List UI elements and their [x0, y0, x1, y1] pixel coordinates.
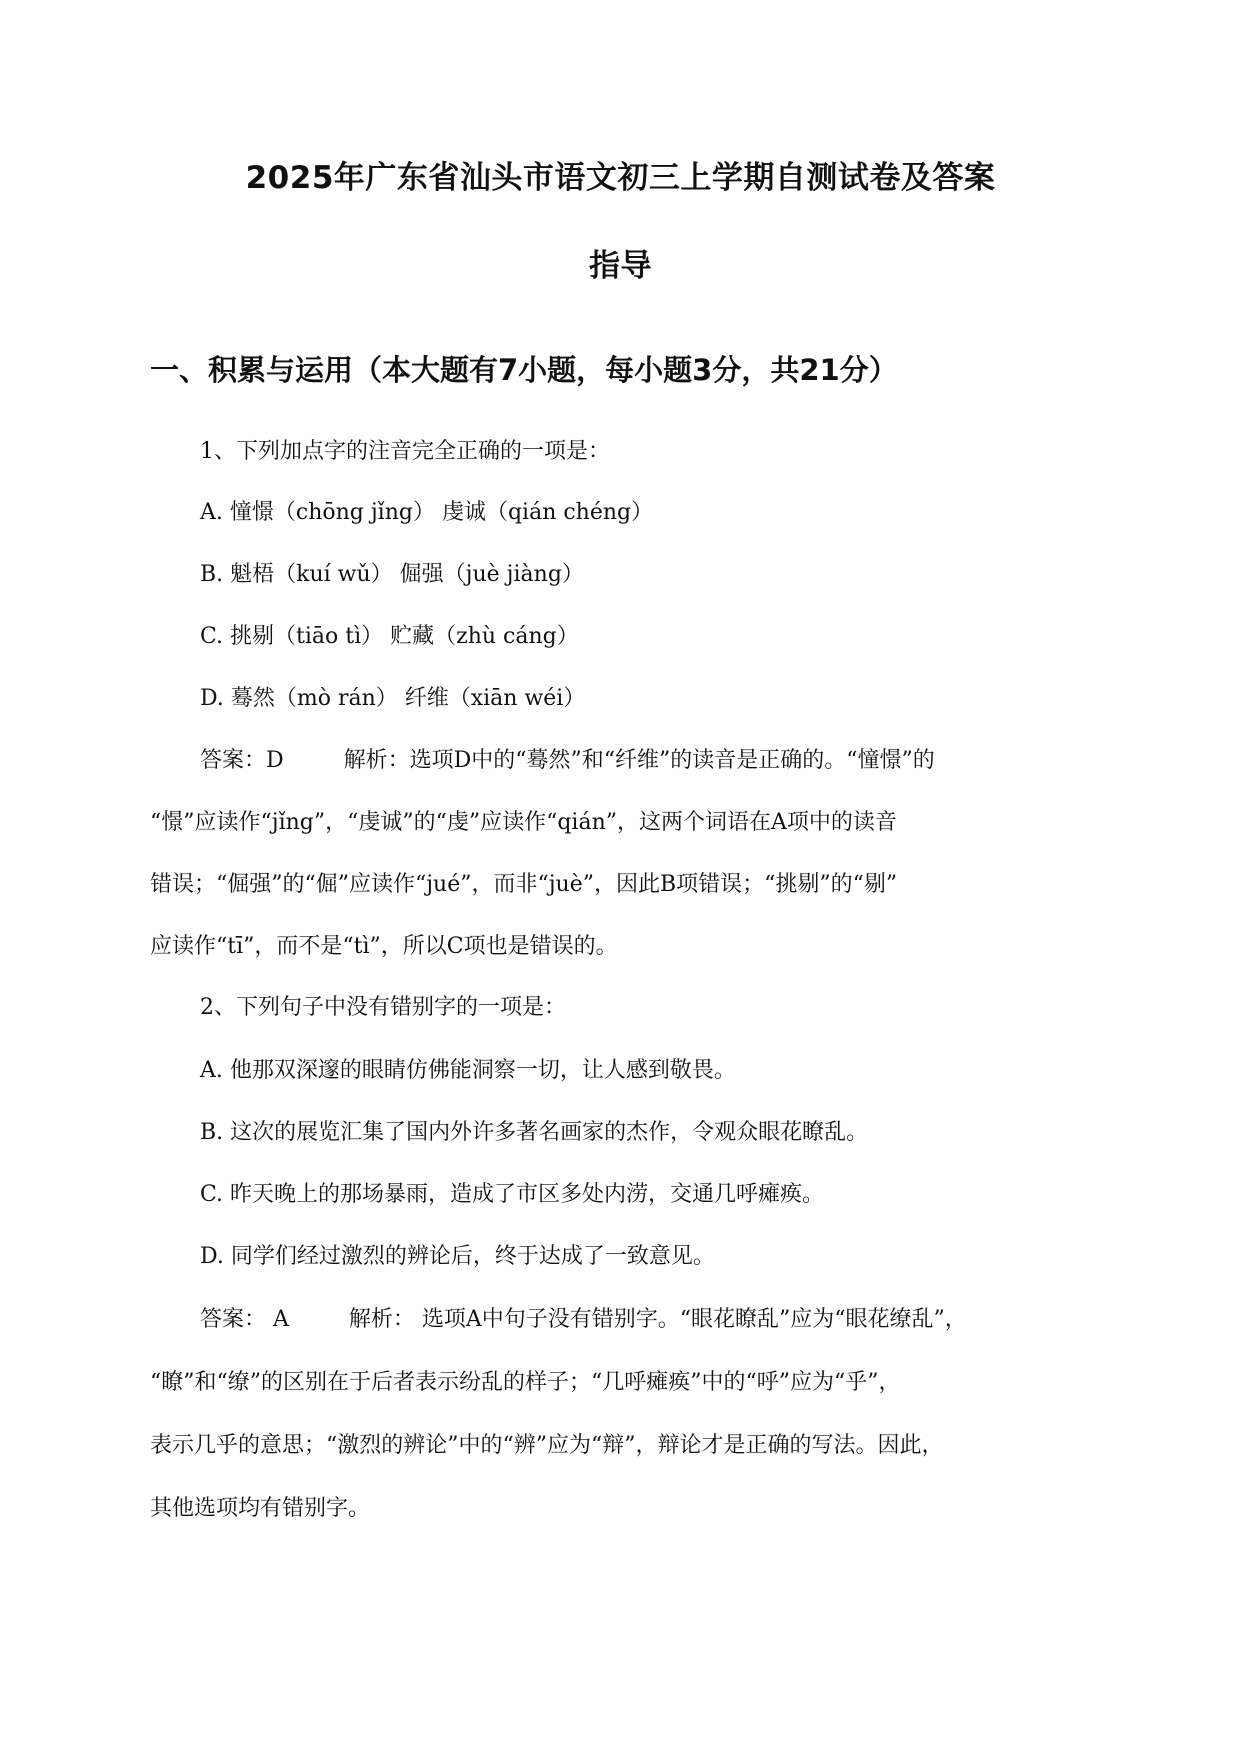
question-2-answer: 答案： A	[200, 1307, 289, 1332]
question-2-analysis-line-2: “瞭”和“缭”的区别在于后者表示纷乱的样子；“几呼瘫痪”中的“呼”应为“乎”，	[150, 1370, 901, 1395]
question-1-answer-line	[200, 746, 935, 776]
question-1-option-b: B. 魁梧（kuí wǔ） 倔强（juè jiàng）	[200, 562, 584, 587]
question-1-analysis-line-2: “憬”应读作“jǐng”，“虔诚”的“虔”应读作“qián”，这两个词语在A项中的读音	[150, 810, 897, 835]
question-2-analysis-line-4: 其他选项均有错别字。	[150, 1496, 371, 1521]
question-1-analysis-line-3: 错误；“倔强”的“倔”应读作“jué”，而非“juè”，因此B项错误；“挑剔”的“剔”	[150, 872, 898, 897]
question-2-option-c: C. 昨天晚上的那场暴雨，造成了市区多处内涝，交通几呼瘫痪。	[200, 1182, 825, 1207]
question-1-option-a: A. 憧憬（chōng jǐng） 虔诚（qián chéng）	[200, 500, 654, 525]
question-1-analysis-line-1: 解析：选项D中的“蓦然”和“纤维”的读音是正确的。“憧憬”的	[343, 748, 935, 773]
document-title-line-2: 指导	[589, 248, 652, 284]
question-2-answer-line	[200, 1305, 967, 1335]
question-1-analysis-line-4: 应读作“tī”，而不是“tì”，所以C项也是错误的。	[150, 934, 618, 959]
question-2-option-d: D. 同学们经过激烈的辨论后，终于达成了一致意见。	[200, 1244, 715, 1269]
document-title-line-1: 2025年广东省汕头市语文初三上学期自测试卷及答案	[245, 160, 996, 196]
question-1-option-d: D. 蓦然（mò rán） 纤维（xiān wéi）	[200, 686, 586, 711]
question-1-stem: 1、下列加点字的注音完全正确的一项是：	[200, 439, 610, 464]
section-heading: 一、积累与运用（本大题有7小题，每小题3分，共21分）	[150, 353, 898, 387]
question-2-option-b: B. 这次的展览汇集了国内外许多著名画家的杰作，令观众眼花瞭乱。	[200, 1120, 869, 1145]
question-2-analysis-line-3: 表示几乎的意思；“激烈的辨论”中的“辨”应为“辩”，辩论才是正确的写法。因此，	[150, 1433, 944, 1458]
question-2-option-a: A. 他那双深邃的眼睛仿佛能洞察一切，让人感到敬畏。	[200, 1058, 736, 1083]
question-2-stem: 2、下列句子中没有错别字的一项是：	[200, 995, 566, 1020]
question-1-option-c: C. 挑剔（tiāo tì） 贮藏（zhù cáng）	[200, 624, 579, 649]
question-2-analysis-line-1: 解析： 选项A中句子没有错别字。“眼花瞭乱”应为“眼花缭乱”，	[348, 1307, 967, 1332]
question-1-answer: 答案：D	[200, 748, 284, 773]
